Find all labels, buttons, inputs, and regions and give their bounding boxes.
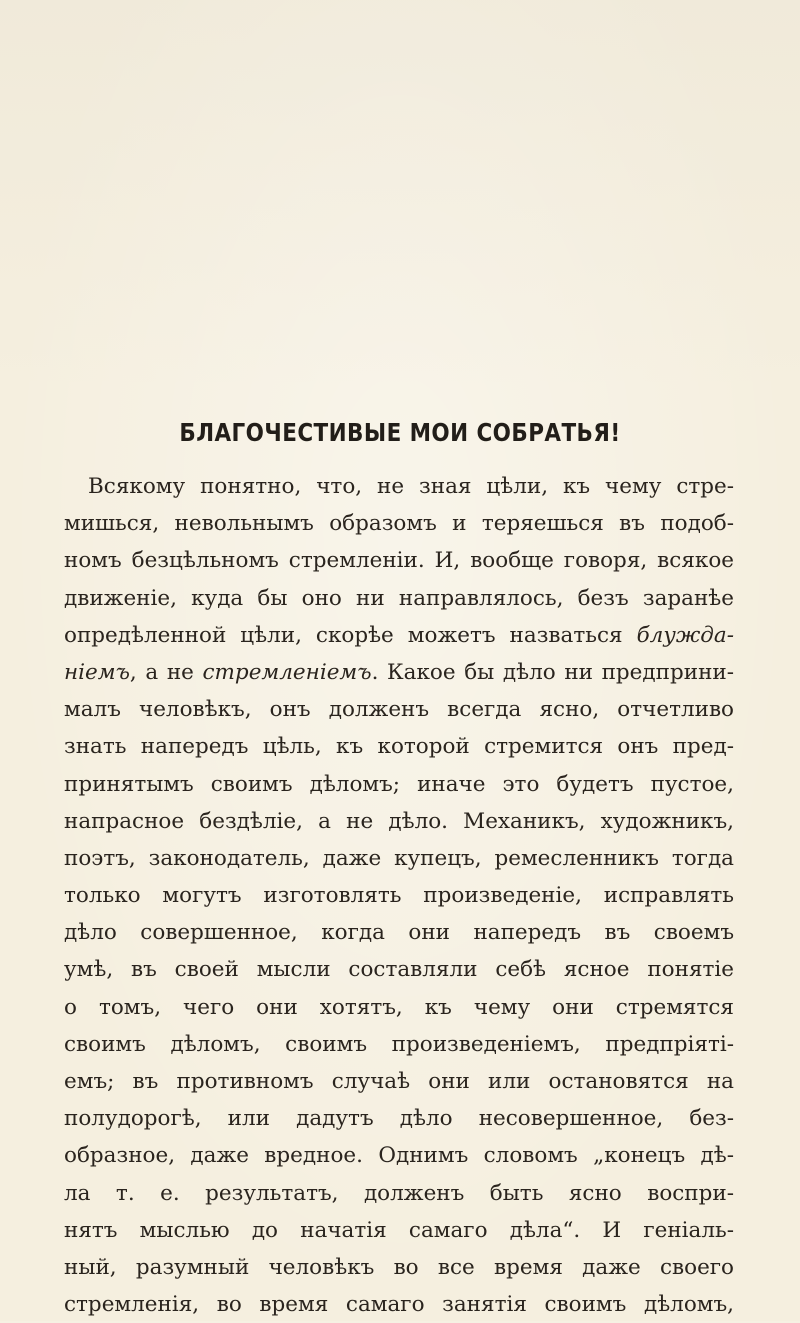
text-line: Всякому понятно, что, не зная цѣли, къ чему стре- [88,474,734,499]
text-line: полудорогѣ, или дадутъ дѣло несовершенное, без- [64,1106,734,1132]
text-line: мишься, невольнымъ образомъ и теряешься въ подоб- [64,511,734,537]
text-line: ный, разумный человѣкъ во все время даже своего [64,1254,734,1280]
text-line: поэтъ, законодатель, даже купецъ, ремесленникъ тогда [64,845,734,871]
show-through-area [0,0,800,390]
page-heading: БЛАГОЧЕСТИВЫЕ МОИ СОБРАТЬЯ! [179,418,621,447]
text-line: ла т. е. результатъ, долженъ быть ясно воспри- [64,1180,734,1206]
text-line: знать напередъ цѣль, къ которой стремится онъ пред- [64,734,734,760]
text-line: опредѣленной цѣли, скорѣе можетъ назваться блужда- [64,622,734,648]
text-line: движеніе, куда бы оно ни направлялось, безъ заранѣе [64,585,734,611]
text-line: образное, даже вредное. Однимъ словомъ „конецъ дѣ- [64,1143,734,1169]
text-line: номъ безцѣльномъ стремленіи. И, вообще говоря, всякое [64,548,734,574]
text-line: стремленія, во время самаго занятія своимъ дѣломъ, [64,1292,734,1318]
body-text [64,468,734,1323]
italic-word: стремленіемъ [202,659,372,685]
text-line: своимъ дѣломъ, своимъ произведеніемъ, предпріяті- [64,1031,734,1057]
text-line: малъ человѣкъ, онъ долженъ всегда ясно, отчетливо [64,697,734,723]
italic-word: блужда- [636,622,734,648]
text-line: напрасное бездѣліе, а не дѣло. Механикъ, художникъ, [64,808,734,834]
text-line: о томъ, чего они хотятъ, къ чему они стремятся [64,994,734,1020]
italic-word: ніемъ [64,659,130,685]
text-line: емъ; въ противномъ случаѣ они или остановятся на [64,1069,734,1094]
text-line: принятымъ своимъ дѣломъ; иначе это будетъ пустое, [64,771,734,797]
text-line: только могутъ изготовлять произведеніе, исправлять [64,883,734,909]
text-line: нятъ мыслью до начатія самаго дѣла“. И геніаль- [64,1217,734,1243]
text-line: дѣло совершенное, когда они напередъ въ своемъ [64,920,734,946]
text-line: ніемъ, а не стремленіемъ. Какое бы дѣло ни предприни- [64,659,734,685]
text-line: умѣ, въ своей мысли составляли себѣ ясное понятіе [64,957,734,983]
